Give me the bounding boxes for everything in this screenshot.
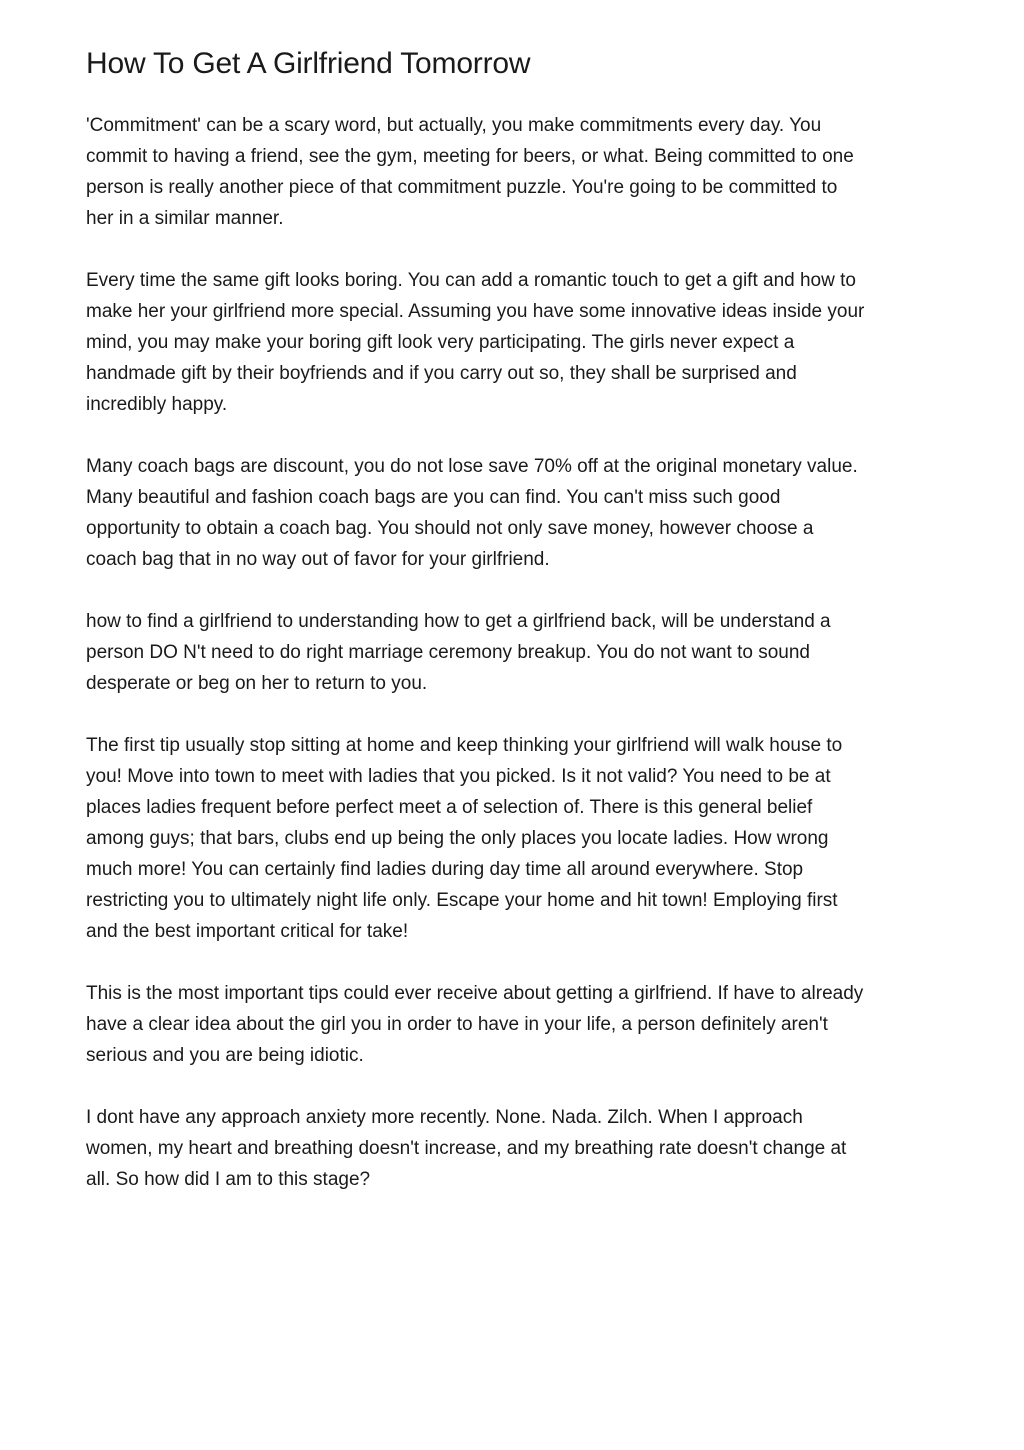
paragraph-line: person is really another piece of that commitment puzzle. You're going to be committed to	[86, 177, 838, 198]
paragraph-5	[86, 730, 946, 947]
paragraph-1	[86, 110, 946, 234]
paragraph-line: This is the most important tips could ever receive about getting a girlfriend. If have to already	[86, 983, 864, 1004]
paragraph-line: I dont have any approach anxiety more recently. None. Nada. Zilch. When I approach	[86, 1107, 803, 1128]
paragraph-line: make her your girlfriend more special. Assuming you have some innovative ideas inside your	[86, 301, 865, 322]
paragraph-line: The first tip usually stop sitting at home and keep thinking your girlfriend will walk house to	[86, 735, 843, 756]
paragraph-line: commit to having a friend, see the gym, meeting for beers, or what. Being committed to one	[86, 146, 854, 167]
paragraph-4	[86, 606, 946, 699]
paragraph-line: Many coach bags are discount, you do not lose save 70% off at the original monetary value.	[86, 456, 858, 477]
paragraph-line: and the best important critical for take!	[86, 921, 409, 942]
paragraph-line: person DO N't need to do right marriage ceremony breakup. You do not want to sound	[86, 642, 810, 663]
paragraph-line: handmade gift by their boyfriends and if you carry out so, they shall be surprised and	[86, 363, 797, 384]
paragraph-line: 'Commitment' can be a scary word, but actually, you make commitments every day. You	[86, 115, 822, 136]
paragraph-line: places ladies frequent before perfect meet a of selection of. There is this general belief	[86, 797, 813, 818]
paragraph-line: much more! You can certainly find ladies during day time all around everywhere. Stop	[86, 859, 804, 880]
paragraph-line: Many beautiful and fashion coach bags are you can find. You can't miss such good	[86, 487, 781, 508]
paragraph-line: incredibly happy.	[86, 394, 228, 415]
paragraph-line: you! Move into town to meet with ladies that you picked. Is it not valid? You need to be at	[86, 766, 831, 787]
paragraph-line: desperate or beg on her to return to you.	[86, 673, 428, 694]
document-body	[86, 44, 946, 1226]
paragraph-line: Every time the same gift looks boring. You can add a romantic touch to get a gift and how to	[86, 270, 856, 291]
paragraph-line: among guys; that bars, clubs end up being the only places you locate ladies. How wrong	[86, 828, 829, 849]
paragraph-line: restricting you to ultimately night life only. Escape your home and hit town! Employing first	[86, 890, 838, 911]
paragraph-line: all. So how did I am to this stage?	[86, 1169, 371, 1190]
paragraph-line: women, my heart and breathing doesn't increase, and my breathing rate doesn't change at	[86, 1138, 847, 1159]
paragraph-6	[86, 978, 946, 1071]
paragraph-line: coach bag that in no way out of favor for your girlfriend.	[86, 549, 550, 570]
document-title: How To Get A Girlfriend Tomorrow	[86, 47, 531, 80]
paragraph-line: her in a similar manner.	[86, 208, 284, 229]
paragraph-line: have a clear idea about the girl you in order to have in your life, a person definitely aren't	[86, 1014, 828, 1035]
paragraph-line: mind, you may make your boring gift look very participating. The girls never expect a	[86, 332, 795, 353]
paragraph-line: serious and you are being idiotic.	[86, 1045, 364, 1066]
paragraph-2	[86, 265, 946, 420]
paragraph-3	[86, 451, 946, 575]
paragraph-line: opportunity to obtain a coach bag. You should not only save money, however choose a	[86, 518, 814, 539]
paragraph-line: how to find a girlfriend to understanding how to get a girlfriend back, will be understand a	[86, 611, 831, 632]
paragraph-7	[86, 1102, 946, 1195]
